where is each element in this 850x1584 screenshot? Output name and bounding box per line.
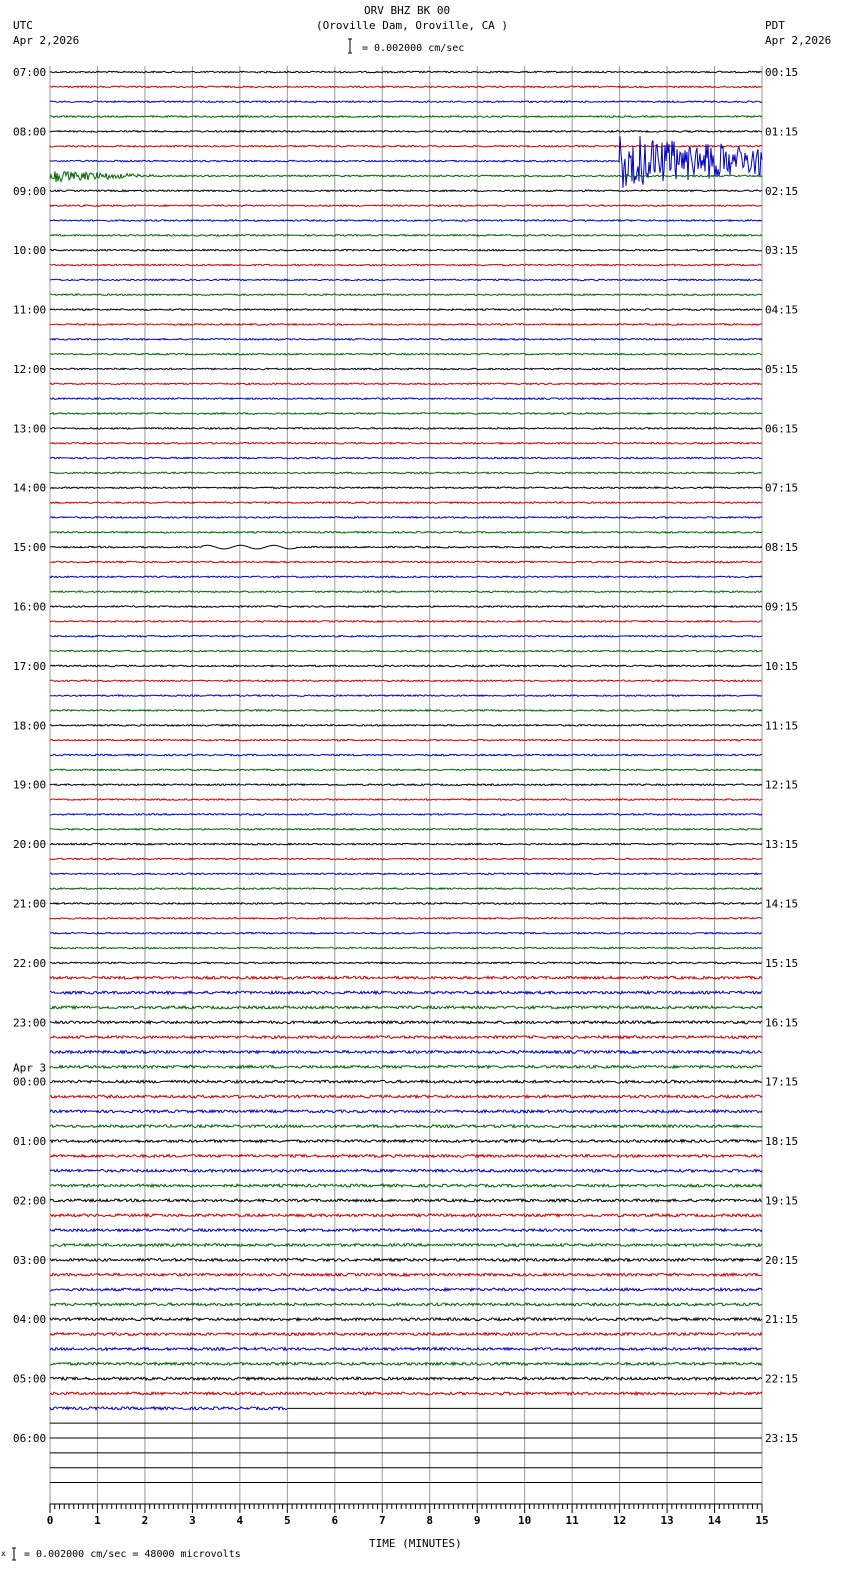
trace bbox=[50, 635, 762, 637]
left-time-label: 22:00 bbox=[13, 956, 47, 970]
scale-bar-icon bbox=[348, 39, 352, 53]
trace bbox=[50, 1110, 762, 1113]
trace bbox=[50, 1214, 762, 1217]
left-time-label: 05:00 bbox=[13, 1372, 47, 1386]
trace bbox=[50, 1318, 762, 1321]
footer-scale: = 0.002000 cm/sec = 48000 microvolts bbox=[24, 1549, 241, 1560]
right-time-label: 08:15 bbox=[765, 541, 799, 555]
trace bbox=[50, 1229, 762, 1232]
trace bbox=[50, 1273, 762, 1276]
trace bbox=[50, 190, 762, 192]
trace bbox=[50, 517, 762, 519]
trace bbox=[50, 442, 762, 444]
x-tick-label: 8 bbox=[426, 1514, 434, 1527]
right-time-label: 16:15 bbox=[765, 1016, 799, 1030]
left-time-label: 07:00 bbox=[13, 66, 47, 79]
left-time-label: 12:00 bbox=[13, 362, 47, 376]
right-time-label: 13:15 bbox=[765, 838, 799, 852]
trace bbox=[50, 1288, 762, 1291]
trace bbox=[50, 487, 762, 489]
trace bbox=[50, 532, 762, 534]
right-date: Apr 2,2026 bbox=[765, 34, 832, 47]
station-title: ORV BHZ BK 00 bbox=[364, 4, 451, 17]
left-time-label: 20:00 bbox=[13, 838, 47, 852]
trace bbox=[50, 457, 762, 459]
trace bbox=[50, 1140, 762, 1143]
left-time-label: 01:00 bbox=[13, 1135, 47, 1149]
trace bbox=[50, 888, 762, 890]
left-time-label: 00:00 bbox=[13, 1075, 47, 1089]
trace bbox=[50, 710, 762, 712]
right-time-label: 03:15 bbox=[765, 244, 799, 258]
trace bbox=[50, 843, 762, 845]
left-time-label: 23:00 bbox=[13, 1016, 47, 1030]
trace bbox=[50, 976, 762, 979]
trace bbox=[50, 101, 762, 103]
trace bbox=[50, 171, 762, 181]
left-time-label: 02:00 bbox=[13, 1194, 47, 1208]
trace bbox=[50, 1377, 762, 1380]
right-time-label: 15:15 bbox=[765, 956, 799, 970]
right-time-label: 06:15 bbox=[765, 422, 799, 436]
trace bbox=[50, 545, 762, 549]
trace bbox=[50, 1303, 762, 1306]
footer-mark: x bbox=[1, 1549, 6, 1558]
trace bbox=[50, 991, 762, 994]
trace bbox=[50, 220, 762, 222]
trace bbox=[50, 398, 762, 400]
trace bbox=[50, 695, 762, 697]
trace bbox=[50, 591, 762, 593]
right-time-label: 02:15 bbox=[765, 184, 799, 198]
trace bbox=[50, 739, 762, 741]
trace bbox=[50, 1036, 762, 1039]
trace bbox=[50, 784, 762, 786]
x-tick-label: 6 bbox=[331, 1514, 339, 1527]
x-tick-label: 7 bbox=[378, 1514, 386, 1527]
trace bbox=[50, 754, 762, 756]
station-location: (Oroville Dam, Oroville, CA ) bbox=[316, 19, 509, 32]
trace bbox=[50, 680, 762, 682]
trace bbox=[50, 1021, 762, 1024]
left-time-label: 19:00 bbox=[13, 778, 47, 792]
trace bbox=[50, 279, 762, 281]
trace bbox=[50, 769, 762, 771]
trace bbox=[50, 1407, 287, 1410]
trace bbox=[50, 962, 762, 964]
trace bbox=[50, 903, 762, 905]
trace bbox=[50, 502, 762, 504]
trace bbox=[50, 1169, 762, 1172]
left-timezone: UTC bbox=[13, 19, 33, 32]
trace bbox=[50, 1065, 762, 1068]
trace bbox=[50, 339, 762, 341]
trace bbox=[50, 205, 762, 207]
trace bbox=[50, 353, 762, 355]
left-time-label: 03:00 bbox=[13, 1253, 47, 1267]
right-time-label: 14:15 bbox=[765, 897, 799, 911]
left-time-label: 09:00 bbox=[13, 184, 47, 198]
trace bbox=[50, 621, 762, 623]
right-time-label: 12:15 bbox=[765, 778, 799, 792]
trace bbox=[50, 918, 762, 920]
trace bbox=[50, 947, 762, 949]
left-time-label: 16:00 bbox=[13, 600, 47, 614]
trace bbox=[50, 428, 762, 430]
x-tick-label: 15 bbox=[755, 1514, 769, 1527]
x-tick-label: 4 bbox=[236, 1514, 244, 1527]
trace bbox=[50, 71, 762, 73]
right-time-label: 20:15 bbox=[765, 1253, 799, 1267]
x-tick-label: 5 bbox=[284, 1514, 291, 1527]
trace bbox=[50, 932, 762, 934]
trace bbox=[50, 472, 762, 474]
trace bbox=[50, 1333, 762, 1336]
trace bbox=[50, 814, 762, 816]
trace bbox=[50, 294, 762, 296]
x-axis-title: TIME (MINUTES) bbox=[369, 1537, 462, 1550]
trace bbox=[50, 1244, 762, 1247]
trace bbox=[50, 1080, 762, 1083]
right-time-label: 18:15 bbox=[765, 1135, 799, 1149]
trace bbox=[50, 249, 762, 251]
trace bbox=[50, 1006, 762, 1009]
trace bbox=[50, 136, 762, 188]
scale-label: = 0.002000 cm/sec bbox=[362, 43, 465, 54]
trace bbox=[50, 1095, 762, 1098]
trace bbox=[50, 116, 762, 118]
trace bbox=[50, 368, 762, 370]
x-tick-label: 13 bbox=[660, 1514, 674, 1527]
right-time-label: 04:15 bbox=[765, 303, 799, 317]
x-tick-label: 12 bbox=[612, 1514, 627, 1527]
trace bbox=[50, 665, 762, 667]
right-time-label: 21:15 bbox=[765, 1313, 799, 1327]
left-time-label: 04:00 bbox=[13, 1313, 47, 1327]
trace bbox=[50, 1199, 762, 1202]
right-time-label: 09:15 bbox=[765, 600, 799, 614]
right-time-label: 00:15 bbox=[765, 66, 799, 79]
left-time-label: 21:00 bbox=[13, 897, 47, 911]
x-tick-label: 1 bbox=[94, 1514, 101, 1527]
x-tick-label: 3 bbox=[189, 1514, 196, 1527]
trace bbox=[50, 413, 762, 415]
right-time-label: 07:15 bbox=[765, 481, 799, 495]
trace bbox=[50, 235, 762, 237]
date-change-label: Apr 3 bbox=[13, 1061, 47, 1075]
right-time-label: 17:15 bbox=[765, 1075, 799, 1089]
trace bbox=[50, 1258, 762, 1261]
left-date: Apr 2,2026 bbox=[13, 34, 80, 47]
x-tick-label: 9 bbox=[473, 1514, 481, 1527]
trace bbox=[50, 650, 762, 652]
left-time-label: 13:00 bbox=[13, 422, 47, 436]
left-time-label: 10:00 bbox=[13, 244, 47, 258]
trace bbox=[50, 1392, 762, 1395]
trace bbox=[50, 873, 762, 875]
trace bbox=[50, 1155, 762, 1158]
left-time-label: 18:00 bbox=[13, 719, 47, 733]
trace bbox=[50, 86, 762, 88]
left-time-label: 17:00 bbox=[13, 659, 47, 673]
trace bbox=[50, 799, 762, 801]
right-time-label: 23:15 bbox=[765, 1432, 799, 1446]
x-tick-label: 11 bbox=[565, 1514, 579, 1527]
right-timezone: PDT bbox=[765, 19, 785, 32]
left-time-label: 08:00 bbox=[13, 125, 47, 139]
footer-scale-bar-icon bbox=[12, 1548, 16, 1560]
trace bbox=[50, 1362, 762, 1365]
left-time-label: 14:00 bbox=[13, 481, 47, 495]
right-time-label: 05:15 bbox=[765, 362, 799, 376]
trace bbox=[50, 264, 762, 266]
trace bbox=[50, 561, 762, 563]
right-time-label: 10:15 bbox=[765, 659, 799, 673]
trace bbox=[50, 1125, 762, 1128]
left-time-label: 15:00 bbox=[13, 541, 47, 555]
trace bbox=[50, 725, 762, 727]
trace bbox=[50, 145, 762, 147]
x-tick-label: 10 bbox=[518, 1514, 532, 1527]
trace bbox=[50, 858, 762, 860]
trace bbox=[50, 828, 762, 830]
x-tick-label: 14 bbox=[707, 1514, 722, 1527]
trace bbox=[50, 576, 762, 578]
trace bbox=[50, 606, 762, 608]
right-time-label: 11:15 bbox=[765, 719, 799, 733]
left-time-label: 11:00 bbox=[13, 303, 47, 317]
trace bbox=[50, 309, 762, 311]
right-time-label: 01:15 bbox=[765, 125, 799, 139]
trace bbox=[50, 1348, 762, 1351]
x-tick-label: 2 bbox=[141, 1514, 149, 1527]
trace bbox=[50, 324, 762, 326]
trace bbox=[50, 131, 762, 133]
trace bbox=[50, 1184, 762, 1187]
right-time-label: 19:15 bbox=[765, 1194, 799, 1208]
x-tick-label: 0 bbox=[46, 1514, 54, 1527]
trace bbox=[50, 1051, 762, 1054]
right-time-label: 22:15 bbox=[765, 1372, 799, 1386]
trace bbox=[50, 383, 762, 385]
left-time-label: 06:00 bbox=[13, 1432, 47, 1446]
